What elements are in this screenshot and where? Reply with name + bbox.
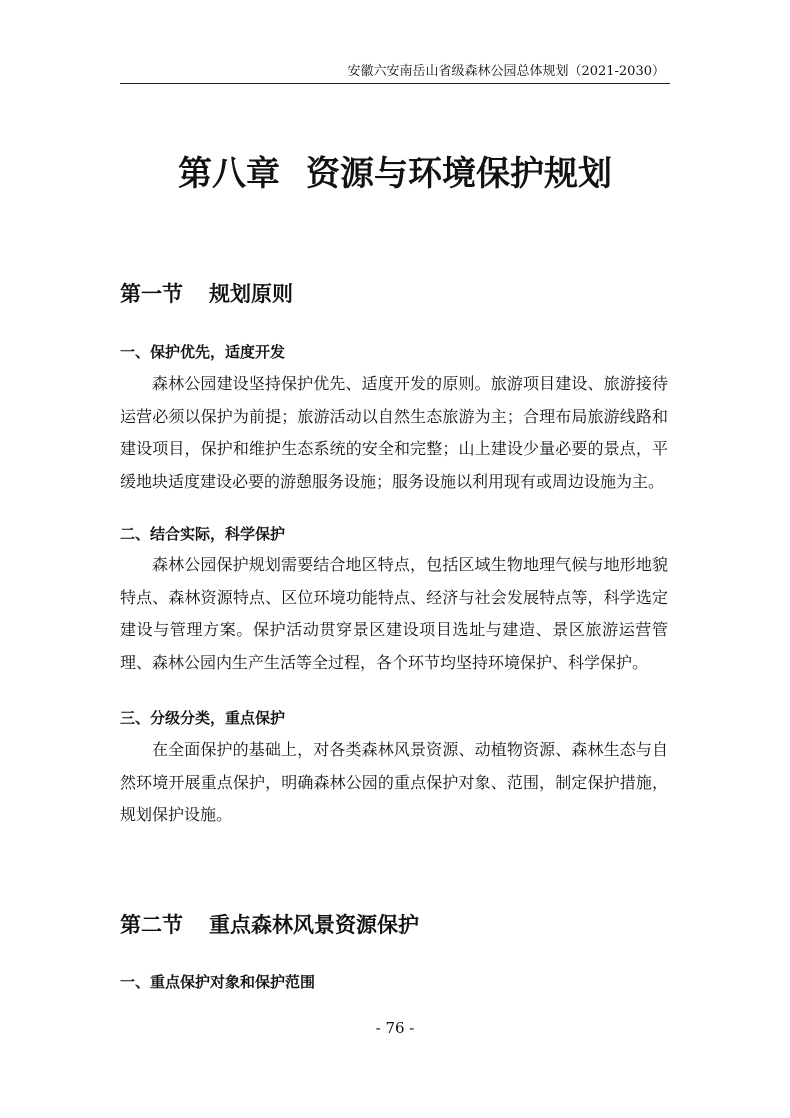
chapter-number: 第八章 (178, 154, 280, 194)
section-2-number: 第二节 (120, 913, 183, 937)
section-1-title (120, 280, 293, 308)
running-header: 安徽六安南岳山省级森林公园总体规划（2021-2030） (347, 64, 665, 79)
chapter-title (0, 152, 790, 196)
principle-3-paragraph: 在全面保护的基础上，对各类森林风景资源、动植物资源、森林生态与自然环境开展重点保护，明确森林公园的重点保护对象、范围，制定保护措施，规划保护设施。 (120, 740, 668, 825)
section-2-subheading: 一、重点保护对象和保护范围 (120, 973, 316, 991)
chapter-name: 资源与环境保护规划 (306, 154, 612, 194)
principle-1-paragraph: 森林公园建设坚持保护优先、适度开发的原则。旅游项目建设、旅游接待运营必须以保护为前提；旅游活动以自然生态旅游为主；合理布局旅游线路和建设项目，保护和维护生态系统的安全和完整；山上建设少量必要的景点，平缓地块适度建设必要的游憩服务设施；服务设施以利用现有或周边设施为主。 (120, 374, 668, 492)
section-1-name: 规划原则 (209, 282, 293, 306)
page-number: - 76 - (375, 1019, 415, 1037)
principle-3-heading: 三、分级分类，重点保护 (120, 709, 286, 727)
section-2-name: 重点森林风景资源保护 (209, 913, 419, 937)
principle-1-heading: 一、保护优先，适度开发 (120, 343, 286, 361)
section-2-title (120, 911, 419, 939)
section-1-number: 第一节 (120, 282, 183, 306)
principle-2-paragraph: 森林公园保护规划需要结合地区特点，包括区域生物地理气候与地形地貌特点、森林资源特点、区位环境功能特点、经济与社会发展特点等，科学选定建设与管理方案。保护活动贯穿景区建设项目选址与建造、景区旅游运营管理、森林公园内生产生活等全过程，各个环节均坚持环境保护、科学保护。 (120, 555, 668, 673)
header-divider (120, 83, 670, 84)
principle-2-heading: 二、结合实际，科学保护 (120, 525, 286, 543)
